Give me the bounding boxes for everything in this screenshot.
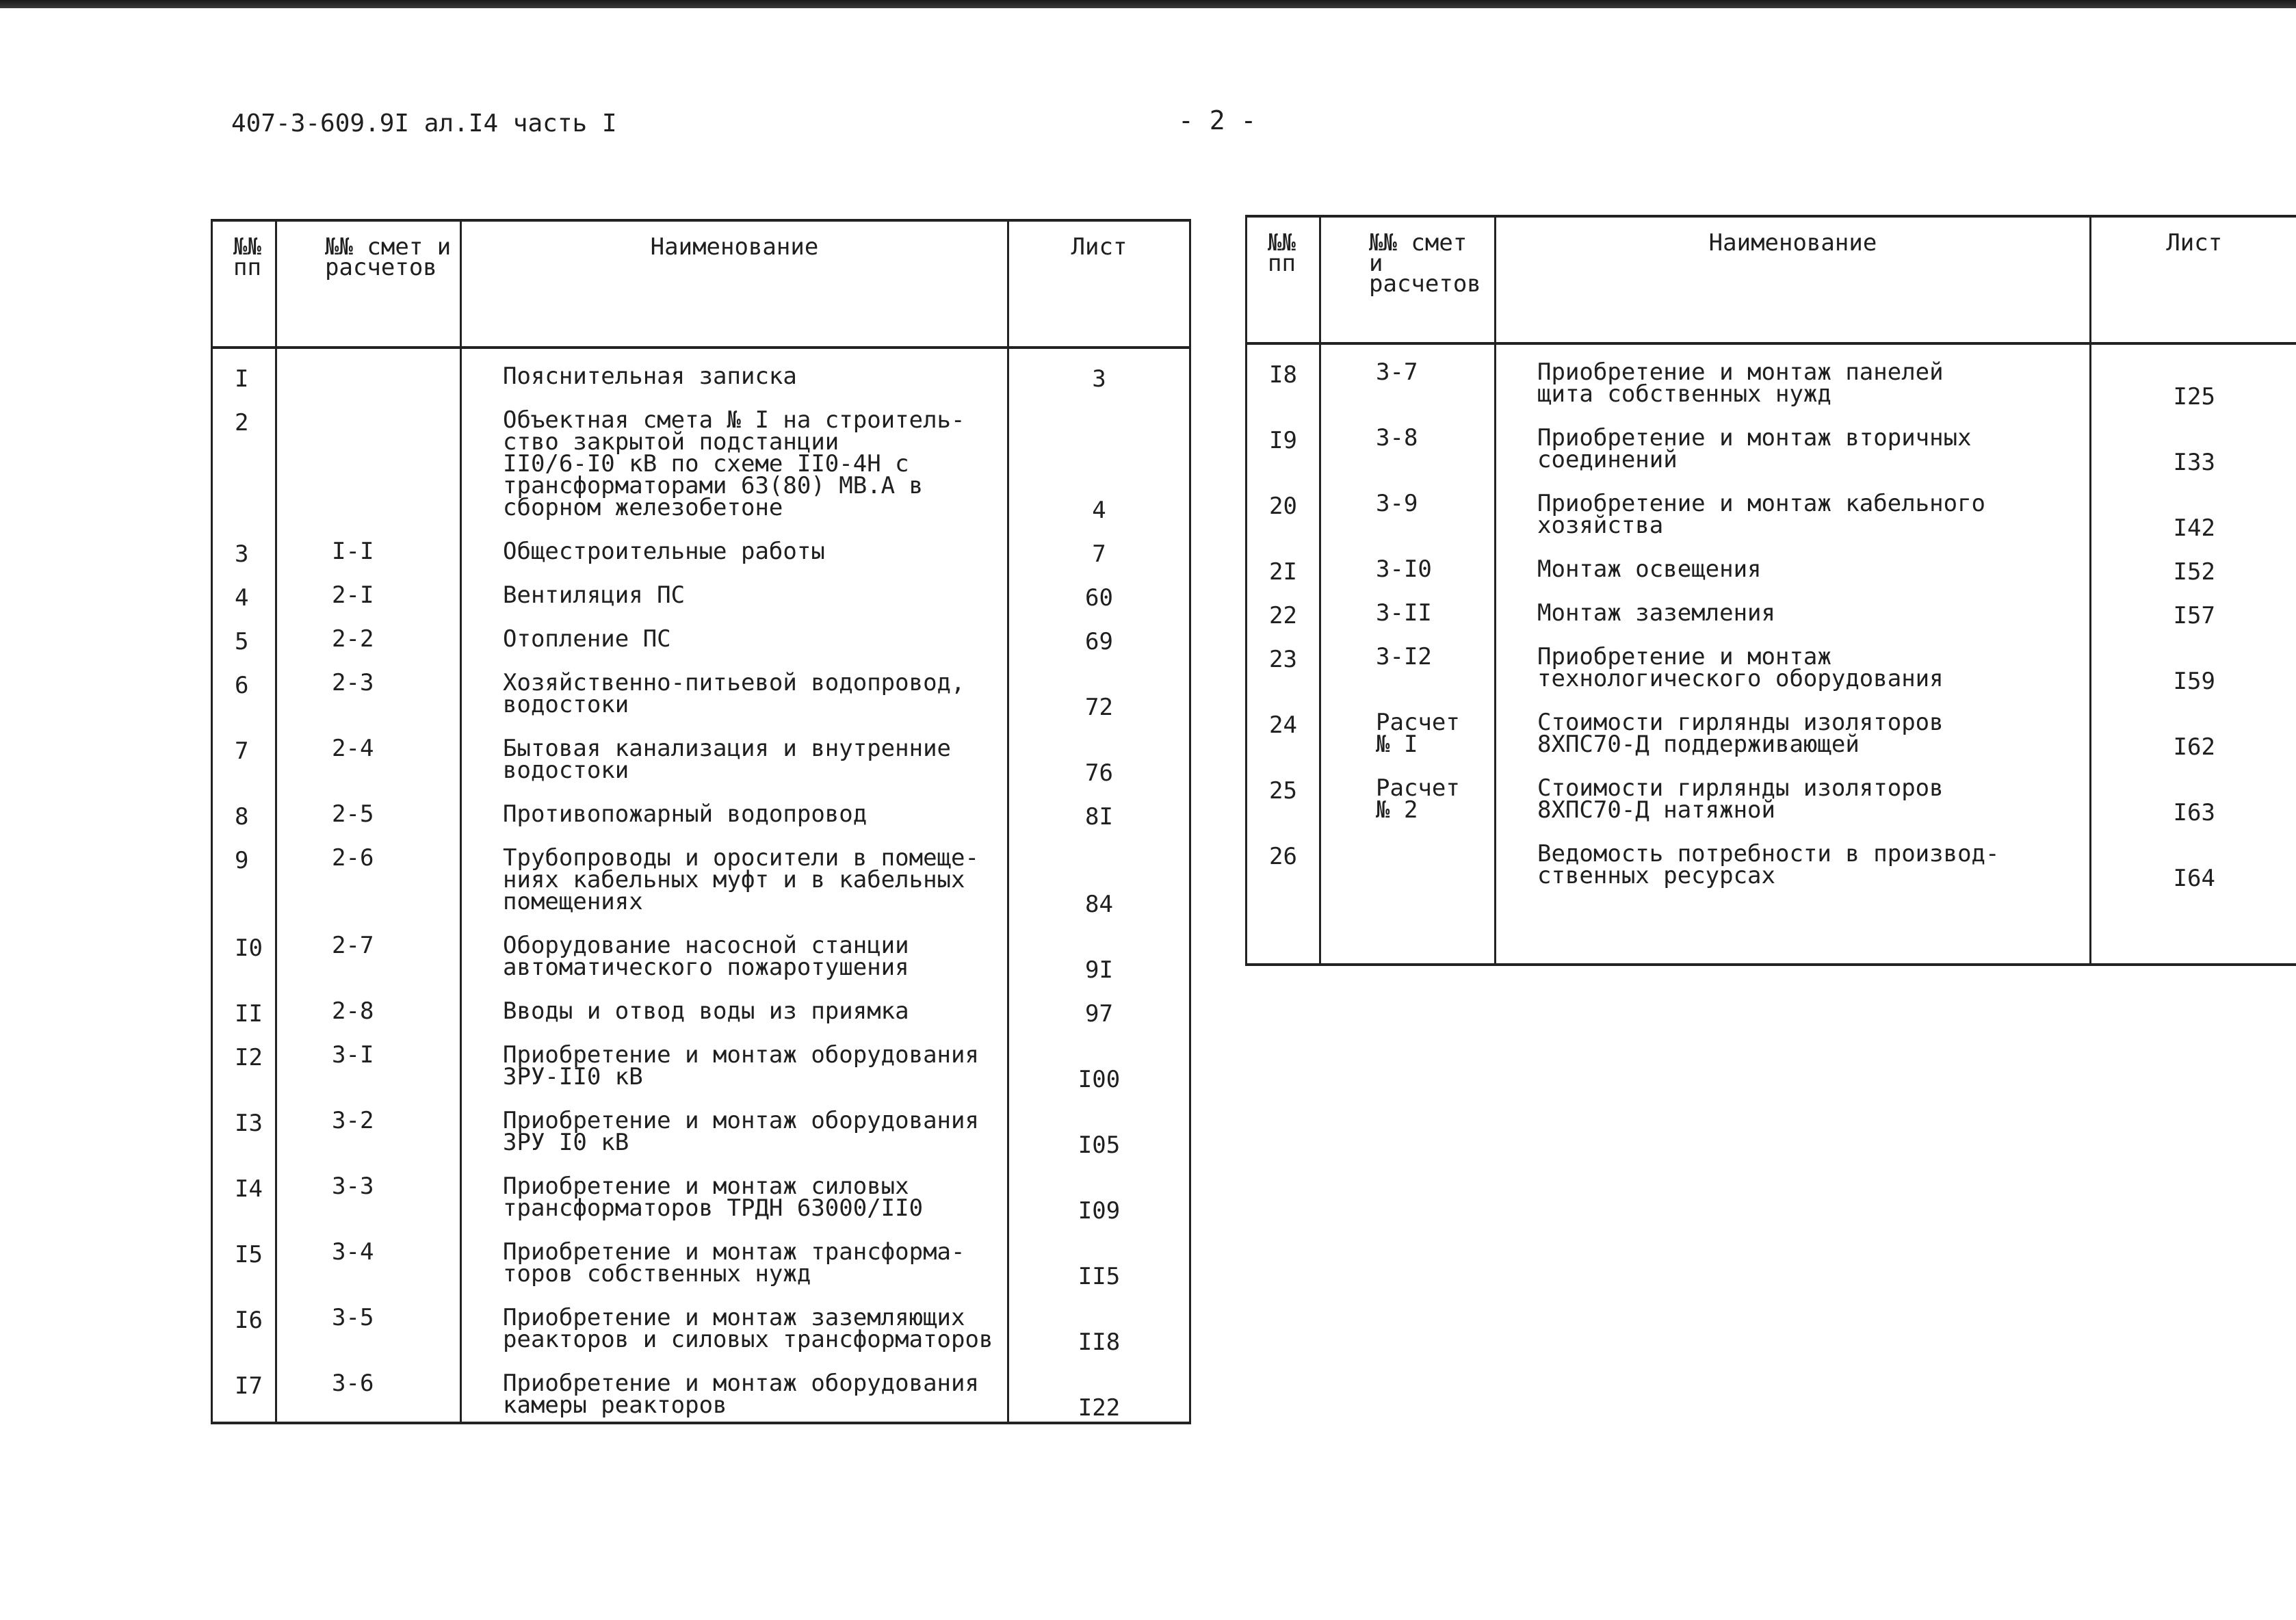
sheet-number: 97 (1085, 1000, 1113, 1028)
table-row (212, 393, 1190, 524)
sheet-number: 84 (1085, 891, 1113, 918)
row-sheet (2091, 695, 2296, 761)
row-number: 9 (212, 831, 276, 918)
row-number: 20 (1247, 476, 1320, 542)
row-estimate: 2-4 (276, 721, 461, 787)
row-number: I7 (212, 1356, 276, 1423)
table-body-left (212, 348, 1190, 1423)
table-row (212, 918, 1190, 984)
table-row (212, 1159, 1190, 1225)
sheet-number: I63 (2173, 799, 2215, 826)
row-name: Приобретение и монтаж оборудования ЗРУ-II0 кВ (461, 1028, 1008, 1093)
row-number: I6 (212, 1290, 276, 1356)
row-sheet (1008, 1225, 1190, 1290)
row-number: II (212, 984, 276, 1028)
row-number: 26 (1247, 826, 1320, 892)
table-header-row (1247, 216, 2296, 343)
sheet-number: 7 (1092, 540, 1106, 568)
row-number: 3 (212, 524, 276, 568)
row-name: Приобретение и монтаж кабельного хозяйства (1496, 476, 2091, 542)
index-table-right (1245, 215, 2296, 966)
row-sheet (2091, 629, 2296, 695)
row-sheet (2091, 761, 2296, 826)
sheet-number: I00 (1078, 1066, 1121, 1093)
row-sheet (1008, 1290, 1190, 1356)
row-estimate (276, 393, 461, 524)
document-code: 407-3-609.9I ал.I4 часть I (231, 109, 617, 138)
row-name: Приобретение и монтаж силовых трансформаторов ТРДН 63000/II0 (461, 1159, 1008, 1225)
sheet-number: 8I (1085, 803, 1113, 831)
table-row (1247, 586, 2296, 629)
row-name: Стоимости гирлянды изоляторов 8ХПС70-Д поддерживающей (1496, 695, 2091, 761)
row-sheet (2091, 476, 2296, 542)
row-name: Приобретение и монтаж технологического оборудования (1496, 629, 2091, 695)
sheet-number: 72 (1085, 694, 1113, 721)
row-name: Вентиляция ПС (461, 568, 1008, 612)
table-row (1247, 629, 2296, 695)
row-estimate: 3-2 (276, 1093, 461, 1159)
row-sheet (1008, 348, 1190, 393)
row-name: Противопожарный водопровод (461, 787, 1008, 831)
table-row (212, 348, 1190, 393)
row-estimate: 2-7 (276, 918, 461, 984)
scan-edge (0, 0, 2296, 8)
table-row (212, 1290, 1190, 1356)
row-name: Приобретение и монтаж трансформа- торов собственных нужд (461, 1225, 1008, 1290)
row-estimate: 2-I (276, 568, 461, 612)
row-estimate: 3-4 (276, 1225, 461, 1290)
row-name: Оборудование насосной станции автоматического пожаротушения (461, 918, 1008, 984)
sheet-number: I25 (2173, 383, 2215, 410)
column-header-estimate: №№ смет и расчетов (1320, 216, 1496, 343)
row-name: Стоимости гирлянды изоляторов 8ХПС70-Д натяжной (1496, 761, 2091, 826)
sheet-number: I64 (2173, 865, 2215, 892)
row-sheet (1008, 568, 1190, 612)
row-sheet (1008, 655, 1190, 721)
table-row (212, 655, 1190, 721)
column-header-sheet: Лист (1008, 220, 1190, 348)
row-number: I0 (212, 918, 276, 984)
row-estimate: 3-II (1320, 586, 1496, 629)
row-sheet (1008, 1356, 1190, 1423)
sheet-number: 9I (1085, 956, 1113, 984)
row-name: Хозяйственно-питьевой водопровод, водостоки (461, 655, 1008, 721)
row-estimate: 2-5 (276, 787, 461, 831)
sheet-number: I05 (1078, 1132, 1121, 1159)
row-sheet (1008, 787, 1190, 831)
row-estimate: 3-I2 (1320, 629, 1496, 695)
table-row (212, 1028, 1190, 1093)
row-estimate: 3-8 (1320, 410, 1496, 476)
column-header-no: №№ пп (212, 220, 276, 348)
table-header-row (212, 220, 1190, 348)
row-estimate (1320, 826, 1496, 892)
sheet-number: 76 (1085, 759, 1113, 787)
row-number: 4 (212, 568, 276, 612)
row-estimate: 2-8 (276, 984, 461, 1028)
row-sheet (1008, 1159, 1190, 1225)
row-sheet (1008, 721, 1190, 787)
table-row (212, 524, 1190, 568)
row-estimate: 3-9 (1320, 476, 1496, 542)
row-number: I (212, 348, 276, 393)
column-header-name: Наименование (461, 220, 1008, 348)
row-estimate: Расчет № I (1320, 695, 1496, 761)
row-name: Приобретение и монтаж заземляющих реакторов и силовых трансформаторов (461, 1290, 1008, 1356)
sheet-number: II5 (1078, 1263, 1121, 1290)
sheet-number: I52 (2173, 558, 2215, 586)
table-row (212, 1356, 1190, 1423)
row-name: Отопление ПС (461, 612, 1008, 655)
row-sheet (1008, 1028, 1190, 1093)
row-number: 8 (212, 787, 276, 831)
table-row (1247, 695, 2296, 761)
sheet-number: II8 (1078, 1329, 1121, 1356)
row-estimate: 2-6 (276, 831, 461, 918)
row-number: I2 (212, 1028, 276, 1093)
row-name: Объектная смета № I на строитель- ство закрытой подстанции II0/6-I0 кВ по схеме II0-4Н с трансформаторами 63(80) МВ.А в сборном железобетоне (461, 393, 1008, 524)
sheet-number: 3 (1092, 365, 1106, 393)
column-header-name: Наименование (1496, 216, 2091, 343)
row-estimate: 3-5 (276, 1290, 461, 1356)
row-number: 24 (1247, 695, 1320, 761)
table-row (1247, 410, 2296, 476)
row-estimate: 3-3 (276, 1159, 461, 1225)
empty-cell (1496, 892, 2091, 965)
row-estimate: 3-7 (1320, 343, 1496, 410)
table-row (212, 612, 1190, 655)
sheet-number: 4 (1092, 497, 1106, 524)
sheet-number: I22 (1078, 1394, 1121, 1422)
row-sheet (2091, 826, 2296, 892)
row-sheet (1008, 831, 1190, 918)
column-header-estimate: №№ смет и расчетов (276, 220, 461, 348)
row-number: 23 (1247, 629, 1320, 695)
table-row (212, 568, 1190, 612)
row-number: I3 (212, 1093, 276, 1159)
row-name: Монтаж освещения (1496, 542, 2091, 586)
row-number: 5 (212, 612, 276, 655)
empty-cell (1320, 892, 1496, 965)
column-header-no: №№ пп (1247, 216, 1320, 343)
row-number: I4 (212, 1159, 276, 1225)
row-estimate: I-I (276, 524, 461, 568)
row-name: Приобретение и монтаж оборудования камеры реакторов (461, 1356, 1008, 1423)
row-name: Ведомость потребности в производ- ственных ресурсах (1496, 826, 2091, 892)
sheet-number: I33 (2173, 449, 2215, 476)
table-row (1247, 761, 2296, 826)
row-name: Монтаж заземления (1496, 586, 2091, 629)
table-row (212, 1093, 1190, 1159)
row-name: Общестроительные работы (461, 524, 1008, 568)
table-row (1247, 476, 2296, 542)
row-sheet (2091, 586, 2296, 629)
sheet-number: I09 (1078, 1197, 1121, 1225)
sheet-number: I59 (2173, 668, 2215, 695)
empty-cell (2091, 892, 2296, 965)
row-number: I5 (212, 1225, 276, 1290)
row-number: 2 (212, 393, 276, 524)
table-row (212, 721, 1190, 787)
row-name: Вводы и отвод воды из приямка (461, 984, 1008, 1028)
sheet-number: 60 (1085, 584, 1113, 612)
row-number: 7 (212, 721, 276, 787)
row-name: Трубопроводы и оросители в помеще- ниях кабельных муфт и в кабельных помещениях (461, 831, 1008, 918)
row-number: 6 (212, 655, 276, 721)
row-sheet (2091, 410, 2296, 476)
row-sheet (2091, 343, 2296, 410)
sheet-number: I62 (2173, 733, 2215, 761)
table-row (1247, 542, 2296, 586)
table-row-empty (1247, 892, 2296, 965)
table-row (212, 1225, 1190, 1290)
page-number: - 2 - (1178, 105, 1257, 135)
row-sheet (1008, 918, 1190, 984)
row-number: 25 (1247, 761, 1320, 826)
empty-cell (1247, 892, 1320, 965)
row-number: 2I (1247, 542, 1320, 586)
table-row (1247, 826, 2296, 892)
row-estimate: 3-I0 (1320, 542, 1496, 586)
row-name: Приобретение и монтаж оборудования ЗРУ I0 кВ (461, 1093, 1008, 1159)
row-name: Бытовая канализация и внутренние водостоки (461, 721, 1008, 787)
row-estimate: 2-2 (276, 612, 461, 655)
table-row (212, 787, 1190, 831)
row-sheet (1008, 524, 1190, 568)
sheet-number: 69 (1085, 628, 1113, 655)
row-sheet (2091, 542, 2296, 586)
table-row (1247, 343, 2296, 410)
column-header-sheet: Лист (2091, 216, 2296, 343)
table-row (212, 984, 1190, 1028)
row-estimate: 3-6 (276, 1356, 461, 1423)
row-sheet (1008, 1093, 1190, 1159)
row-name: Приобретение и монтаж панелей щита собственных нужд (1496, 343, 2091, 410)
row-number: I8 (1247, 343, 1320, 410)
row-sheet (1008, 393, 1190, 524)
sheet-number: I42 (2173, 514, 2215, 542)
row-name: Приобретение и монтаж вторичных соединений (1496, 410, 2091, 476)
sheet-number: I57 (2173, 602, 2215, 629)
table-body-right (1247, 343, 2296, 965)
row-name: Пояснительная записка (461, 348, 1008, 393)
table-row (212, 831, 1190, 918)
row-estimate: 3-I (276, 1028, 461, 1093)
row-sheet (1008, 612, 1190, 655)
row-estimate (276, 348, 461, 393)
row-number: 22 (1247, 586, 1320, 629)
row-sheet (1008, 984, 1190, 1028)
index-table-left (211, 219, 1191, 1424)
row-number: I9 (1247, 410, 1320, 476)
row-estimate: Расчет № 2 (1320, 761, 1496, 826)
row-estimate: 2-3 (276, 655, 461, 721)
